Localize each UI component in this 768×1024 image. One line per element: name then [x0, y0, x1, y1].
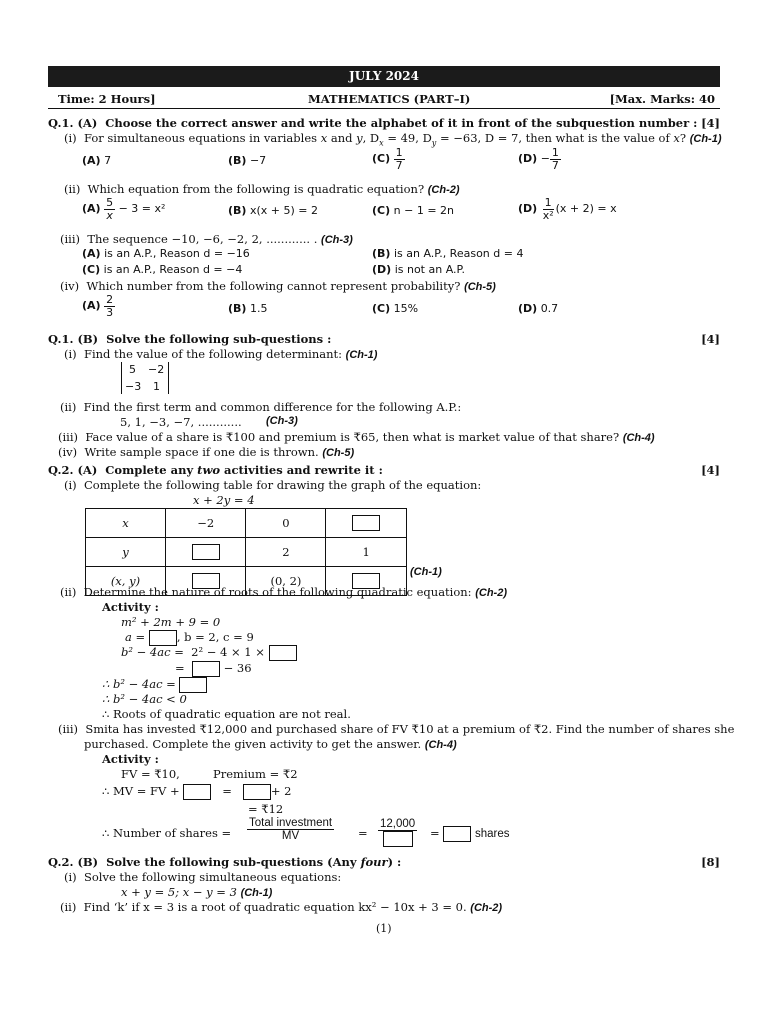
q2a-iii-fv: FV = ₹10,: [121, 767, 180, 781]
q2a-iii-eq2: =: [358, 826, 368, 840]
q2a-heading: Q.2. (A) Complete any two activities and rewrite it :: [48, 463, 383, 477]
table-cell: y: [86, 538, 166, 567]
q1a-ii-option-c: (C) n − 1 = 2n: [372, 204, 455, 217]
q1a-iv-option-a: (A) $\frac{2}{3}$: [82, 293, 114, 319]
q1a-marks: [4]: [701, 116, 720, 130]
q2a-iii-fraction2: 12,000: [378, 818, 417, 847]
graph-table: [85, 508, 407, 596]
q2a-iii-question-line2: purchased. Complete the given activity to get the answer. (Ch-4): [84, 737, 457, 751]
q2a-iii-shares: = shares: [430, 826, 510, 840]
q1a-i-option-b: (B) −7: [228, 154, 267, 167]
exam-time: Time: 2 Hours]: [58, 92, 156, 106]
q1a-i-question: (i) For simultaneous equations in variables x and y, $D_x = 49$, $D_y = -63$, D = 7, then what is the value of x? (Ch-1): [64, 131, 722, 148]
q1a-iii-option-b: (B) is an A.P., Reason d = 4: [372, 247, 524, 260]
table-cell: −2: [165, 509, 246, 538]
table-row: [86, 538, 407, 567]
q2a-ii-line6: ∴ b² − 4ac < 0: [102, 692, 187, 706]
q1a-i-option-a: (A) 7: [82, 154, 112, 167]
table-cell: (0, 2): [246, 567, 326, 596]
q1b-i-question: (i) Find the value of the following determinant: (Ch-1): [64, 347, 378, 361]
q2a-iii-premium: Premium = ₹2: [213, 767, 298, 781]
q2a-iii-fraction: $\frac{\text{Total investment}}{MV}$: [249, 817, 333, 843]
q2a-iii-mv-line1: ∴ MV = FV + = + 2: [102, 784, 292, 798]
det-m11: 5: [129, 363, 136, 376]
q2a-iii-mv-line2: = ₹12: [248, 802, 284, 816]
q2b-i-question: (i) Solve the following simultaneous equations:: [64, 870, 342, 884]
q1a-iii-option-c: (C) is an A.P., Reason d = −4: [82, 263, 243, 276]
q1a-iv-question: (iv) Which number from the following cannot represent probability? (Ch-5): [60, 279, 496, 293]
q2b-marks: [8]: [701, 855, 720, 869]
q1b-iv-question: (iv) Write sample space if one die is thrown. (Ch-5): [58, 445, 355, 459]
q1a-i-option-d: (D) − $\frac{1}{7}$: [518, 146, 559, 172]
q2b-heading: Q.2. (B) Solve the following sub-questions (Any four) :: [48, 855, 402, 869]
q2a-iii-shares-label: ∴ Number of shares =: [102, 826, 232, 840]
page-number: (1): [376, 922, 392, 935]
answer-box: [192, 661, 220, 677]
answer-box: [149, 630, 177, 646]
q1a-heading: Q.1. (A) Choose the correct answer and write the alphabet of it in front of the subquestion number :: [48, 116, 698, 130]
q2a-ii-line5: ∴ b² − 4ac =: [102, 677, 207, 693]
q2a-marks: [4]: [701, 463, 720, 477]
q2a-ii-line4: = − 36: [175, 661, 252, 675]
q1a-iii-question: (iii) The sequence −10, −6, −2, 2, ............ . (Ch-3): [60, 232, 353, 246]
exam-max-marks: [Max. Marks: 40: [609, 92, 715, 106]
q1a-i-option-c: (C) $\frac{1}{7}$: [372, 146, 403, 172]
det-m12: −2: [148, 363, 165, 376]
table-cell: x: [86, 509, 166, 538]
q2a-ii-line3: b² − 4ac = 2² − 4 × 1 ×: [121, 645, 297, 661]
q1a-iii-option-d: (D) is not an A.P.: [372, 263, 465, 276]
det-m22: 1: [153, 380, 160, 393]
q2a-ii-line1: m² + 2m + 9 = 0: [121, 615, 221, 629]
answer-box: [443, 826, 471, 842]
q2b-ii-question: (ii) Find ‘k’ if x = 3 is a root of quadratic equation kx² − 10x + 3 = 0. (Ch-2): [60, 900, 503, 914]
q1b-ii-sequence: 5, 1, −3, −7, ............: [120, 415, 242, 429]
q1a-iv-option-b: (B) 1.5: [228, 302, 268, 315]
exam-month: JULY 2024: [349, 69, 419, 83]
q2b-i-equations: x + y = 5; x − y = 3 (Ch-1): [121, 885, 273, 899]
answer-box: [383, 831, 413, 847]
q2a-iii-activity: Activity :: [102, 752, 159, 766]
q1a-ii-option-b: (B) x(x + 5) = 2: [228, 204, 318, 217]
table-row: [86, 509, 407, 538]
q1b-iii-question: (iii) Face value of a share is ₹100 and premium is ₹65, then what is market value of that share? (Ch-4): [58, 430, 655, 444]
answer-box: [183, 784, 211, 800]
q1b-ii-question: (ii) Find the first term and common difference for the following A.P.:: [60, 400, 462, 414]
q1a-ii-option-d: (D) $\frac{1}{\text{x²}}$ (x + 2) = x: [518, 196, 617, 222]
table-cell-blank: [326, 509, 407, 538]
answer-box: [192, 544, 220, 560]
q1b-ii-chapter: (Ch-3): [266, 415, 298, 427]
answer-box: [179, 677, 207, 693]
header-rule: [48, 108, 720, 109]
answer-box: [352, 515, 380, 531]
q2a-i-question: (i) Complete the following table for drawing the graph of the equation:: [64, 478, 482, 492]
exam-subject: MATHEMATICS (PART–I): [308, 92, 471, 106]
q2a-i-equation: x + 2y = 4: [193, 493, 255, 507]
q2a-ii-question: (ii) Determine the nature of roots of the following quadratic equation: (Ch-2): [60, 585, 507, 599]
q1a-iii-option-a: (A) is an A.P., Reason d = −16: [82, 247, 250, 260]
table-cell: (x, y): [86, 567, 166, 596]
q2a-ii-activity: Activity :: [102, 600, 159, 614]
table-cell: 1: [326, 538, 407, 567]
answer-box: [243, 784, 271, 800]
table-cell-blank: [165, 538, 246, 567]
answer-box: [269, 645, 297, 661]
table-cell: 0: [246, 509, 326, 538]
q1a-ii-option-a: (A) $\frac{5}{x}$ − 3 = x²: [82, 196, 166, 222]
q1b-marks: [4]: [701, 332, 720, 346]
q2a-ii-line7: ∴ Roots of quadratic equation are not real.: [102, 707, 351, 721]
q2a-iii-question-line1: (iii) Smita has invested ₹12,000 and purchased share of FV ₹10 at a premium of ₹2. Find the number of shares she: [58, 722, 735, 736]
table-cell: 2: [246, 538, 326, 567]
q1b-heading: Q.1. (B) Solve the following sub-questions :: [48, 332, 332, 346]
det-m21: −3: [125, 380, 142, 393]
q2a-ii-line2: a = , b = 2, c = 9: [125, 630, 254, 644]
q1a-iv-option-c: (C) 15%: [372, 302, 419, 315]
q1a-ii-question: (ii) Which equation from the following is quadratic equation? (Ch-2): [64, 182, 460, 196]
q1a-iv-option-d: (D) 0.7: [518, 302, 559, 315]
q2a-i-chapter: (Ch-1): [410, 566, 442, 578]
